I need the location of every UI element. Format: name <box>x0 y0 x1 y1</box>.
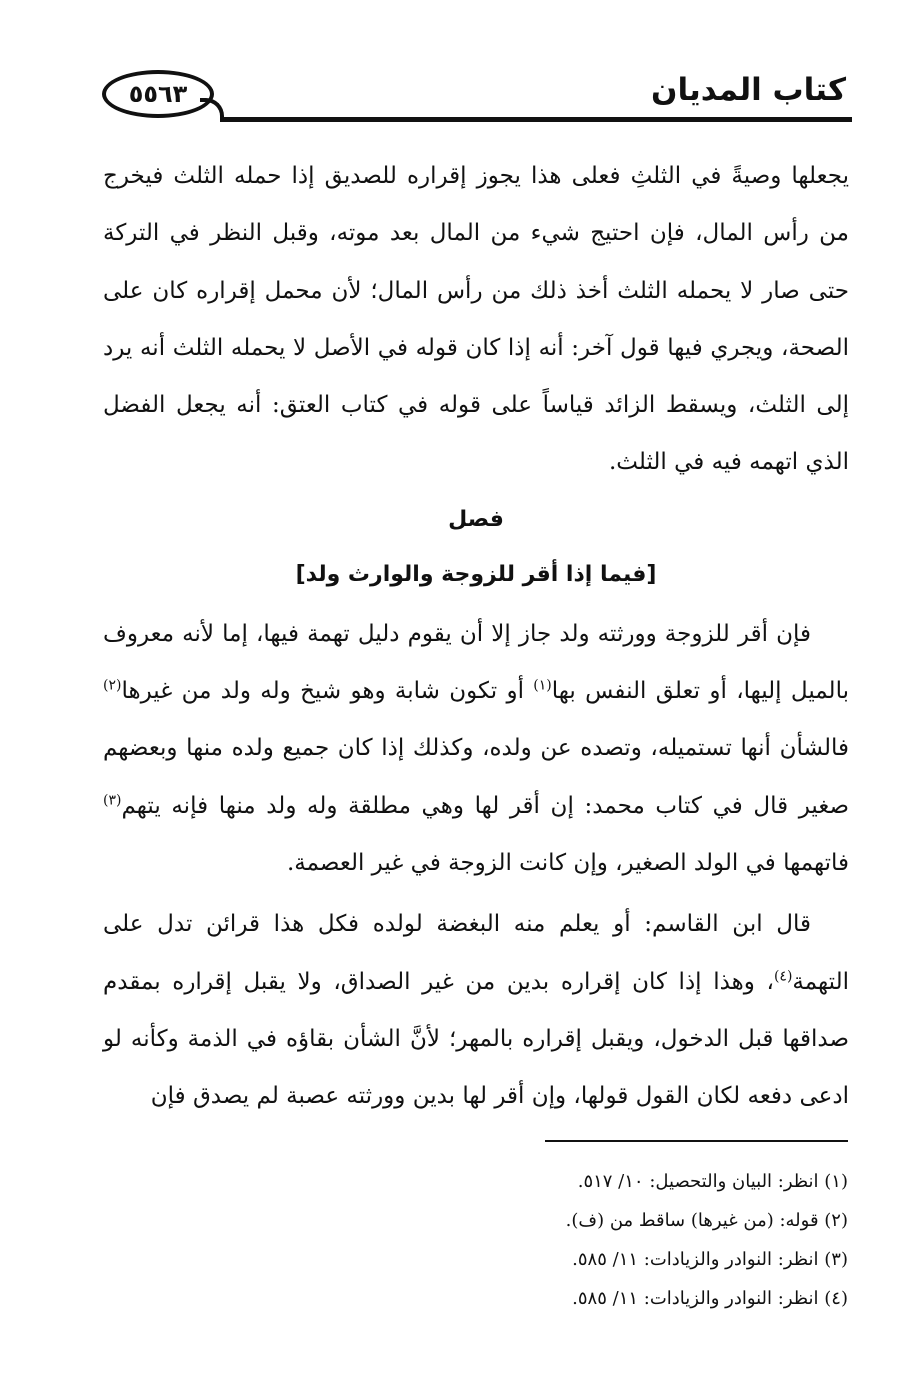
footnote-mark-3: (٣) <box>103 792 122 809</box>
paragraph-2 <box>103 606 849 892</box>
footnotes <box>108 1162 848 1318</box>
page-number: ٥٥٦٣ <box>128 80 188 108</box>
paragraph-2-text-d: فاتهمها في الولد الصغير، وإن كانت الزوجة في غير العصمة. <box>286 849 849 876</box>
header-rule <box>220 117 852 122</box>
footnote-2: (٢) قوله: (من غيرها) ساقط من (ف). <box>565 1210 848 1231</box>
paragraph-1: يجعلها وصيةً في الثلثِ فعلى هذا يجوز إقراره للصديق إذا حمله الثلث فيخرج من رأس المال، فإن احتيج شيء من المال بعد موته، وقبل النظر في التركة حتى صار لا يحمله الثلث أخذ ذلك من رأس المال؛ لأن محمل إقراره كان على الصحة، ويجري فيها قول آخر: أنه إذا كان قوله في الأصل لا يحمله الثلث أنه يرد إلى الثلث، ويسقط الزائد قياساً على قوله في كتاب العتق: أنه يجعل الفضل الذي اتهمه فيه في الثلث. <box>103 163 849 476</box>
footnote-1: (١) انظر: البيان والتحصيل: ١٠/ ٥١٧. <box>577 1171 848 1192</box>
footnote-4: (٤) انظر: النوادر والزيادات: ١١/ ٥٨٥. <box>572 1288 848 1309</box>
footnote-mark-1: (١) <box>533 677 552 694</box>
paragraph-2-text-c: فالشأن أنها تستميله، وتصده عن ولده، وكذلك إذا كان جميع ولده منها وبعضهم صغير قال في كتاب محمد: إن أقر لها وهي مطلقة وله ولد منها فإنه يتهم <box>103 735 849 819</box>
footnote-mark-2: (٢) <box>103 677 122 694</box>
book-title: كتاب المديان <box>651 72 846 108</box>
main-text <box>103 148 849 1125</box>
footnote-3: (٣) انظر: النوادر والزيادات: ١١/ ٥٨٥. <box>572 1249 848 1270</box>
section-heading: فصل <box>448 506 504 532</box>
footnote-mark-4: (٤) <box>773 967 793 984</box>
paragraph-3-text-a: قال ابن القاسم: أو يعلم منه البغضة لولده فكل هذا قرائن تدل على التهمة <box>103 911 849 995</box>
footnote-separator <box>545 1140 848 1142</box>
page-header <box>100 62 852 128</box>
paragraph-3-text-b: ، وهذا إذا كان إقراره بدين من غير الصداق، ولا يقبل إقراره بمقدم صداقها قبل الدخول، ويقبل إقراره بالمهر؛ لأنَّ الشأن بقاؤه في الذمة وكأنه لو ادعى دفعه لكان القول قولها، وإن أقر لها بدين وورثته عصبة لم يصدق فإن <box>103 968 849 1110</box>
section-subheading: [فيما إذا أقر للزوجة والوارث ولد] <box>295 561 657 587</box>
page-number-badge <box>102 70 214 118</box>
page-number-badge-tail <box>200 98 224 118</box>
paragraph-3 <box>103 896 849 1125</box>
paragraph-2-text-b: أو تكون شابة وهو شيخ وله ولد من غيرها <box>121 678 534 705</box>
paragraph-2-text-a: فإن أقر للزوجة وورثته ولد جاز إلا أن يقوم دليل تهمة فيها، إما لأنه معروف بالميل إليها، أو تعلق النفس بها <box>103 620 849 705</box>
